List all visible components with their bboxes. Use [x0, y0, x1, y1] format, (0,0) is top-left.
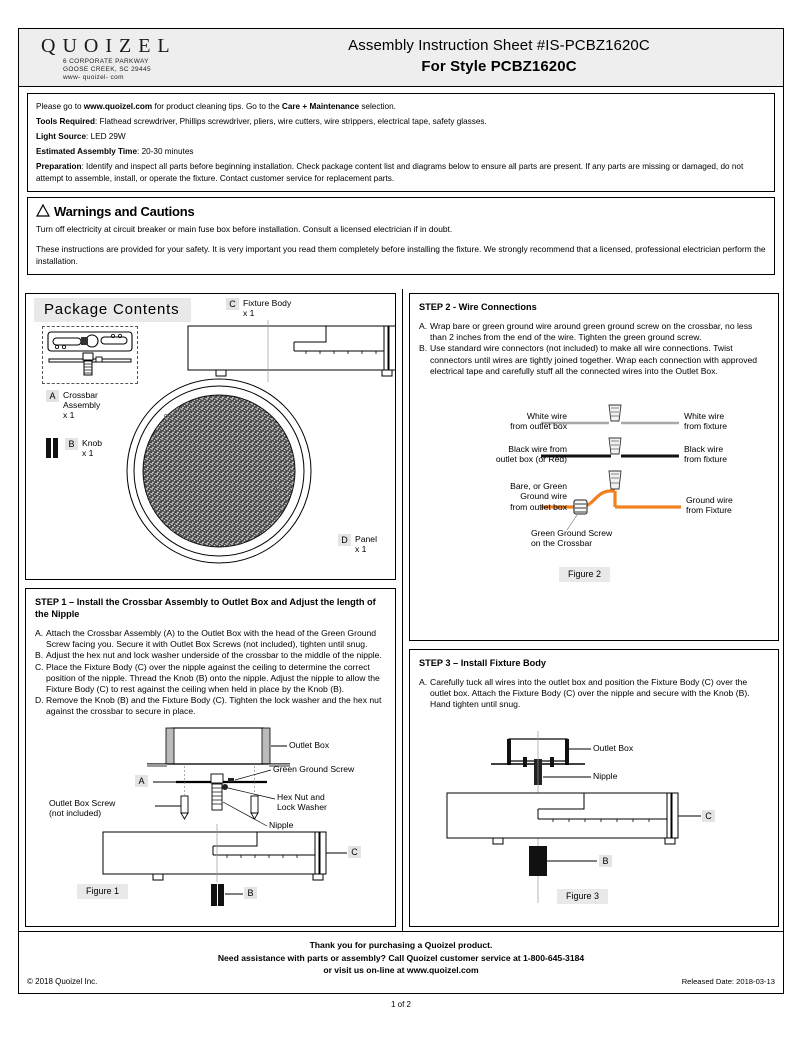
- tools-required-line: [36, 116, 766, 128]
- figure3-drawing: [419, 731, 769, 903]
- white-left-1: White wire: [526, 411, 567, 422]
- item-d-qty: x 1: [355, 544, 367, 555]
- item-chip-a: A: [46, 390, 59, 402]
- crossbar-thumbnail-box: [42, 326, 138, 384]
- item-chip-d: D: [338, 534, 351, 546]
- preparation-label: Preparation: [36, 162, 82, 172]
- figure1-label-nipple: Nipple: [269, 819, 294, 830]
- figure3-chip-c: C: [702, 810, 715, 822]
- hex-nut-line2: Lock Washer: [277, 802, 327, 813]
- obs-line1: Outlet Box Screw: [49, 797, 116, 808]
- step1-item-mark: D.: [35, 695, 44, 706]
- figure2-label-screw-note: [531, 528, 612, 549]
- step2-heading: STEP 2 - Wire Connections: [419, 302, 537, 312]
- item-b-text: [82, 438, 102, 458]
- green-ground-screw-icon: [574, 500, 587, 514]
- item-a-name2: Assembly: [63, 400, 101, 411]
- footer-copyright: © 2018 Quoizel Inc.: [27, 977, 98, 986]
- intro-block: [27, 93, 775, 192]
- right-column: [402, 289, 785, 931]
- package-item-a: [46, 390, 100, 421]
- package-contents-title: Package Contents: [34, 298, 191, 322]
- tools-required-value: : Flathead screwdriver, Phillips screwdriver, pliers, wire cutters, wire strippers, electrical tape, safety glasses.: [94, 117, 487, 127]
- figure1-label-outlet-box-screw: [49, 798, 115, 819]
- item-c-name: Fixture Body: [243, 298, 292, 308]
- step1-item-text: Place the Fixture Body (C) over the nipple against the ceiling to determine the correct position of the nipple. Thread the Knob (B) onto the nipple. Adjust the nipple to allow the Fixture Body (C) to rest against the ceiling when held in place by the Knob (B).: [46, 661, 380, 695]
- item-b-qty: x 1: [82, 448, 94, 459]
- footer-online: or visit us on-line at www.quoizel.com: [323, 965, 479, 975]
- step1-panel: [25, 588, 396, 927]
- figure1-chip-b: B: [244, 887, 257, 899]
- package-item-c: [226, 298, 291, 318]
- item-b-name: Knob: [82, 438, 103, 448]
- item-chip-b: B: [65, 438, 78, 450]
- ground-left-2: Ground wire: [520, 491, 567, 502]
- figure3-label-outlet-box: Outlet Box: [593, 742, 634, 753]
- white-right-1: White wire: [684, 411, 725, 422]
- light-source-value: : LED 29W: [86, 132, 126, 142]
- ground-right-2: from Fixture: [686, 505, 732, 516]
- preparation-line: [36, 161, 766, 184]
- page-number: 1 of 2: [390, 1000, 411, 1009]
- step2-item-text: Use standard wire connectors (not included) to make all wire connections. Twist connectors until wires are tightly joined together. Wrap each connection with approved electrical tape and carefully stuff all the connected wires into the Outlet Box.: [430, 343, 758, 376]
- item-a-text: [63, 390, 100, 421]
- step1-item-mark: C.: [35, 661, 44, 672]
- page-subtitle: For Style PCBZ1620C: [421, 58, 577, 75]
- brand-name: QUOIZEL: [41, 35, 177, 57]
- item-a-name: Crossbar: [63, 390, 98, 400]
- preparation-value: : Identify and inspect all parts before beginning installation. Check package content list and diagrams below to ensure all parts are present. If any parts are missing or damaged, do not attempt to assemble, install, or operate the fixture. Contact customer service for replacement parts.: [36, 162, 744, 183]
- footer-released-date: Released Date: 2018-03-13: [681, 977, 775, 986]
- figure2-label-white-left: [457, 411, 567, 432]
- assembly-time-label: Estimated Assembly Time: [36, 147, 138, 157]
- step1-item: [35, 695, 386, 717]
- address-line-3: www- quoizel- com: [63, 74, 124, 82]
- step3-item-text: Carefully tuck all wires into the outlet box and position the Fixture Body (C) over the outlet box. Attach the Fixture Body (C) over the nipple and secure with the Knob (B). Hand tighten until snug.: [430, 677, 750, 710]
- warning-triangle-icon: [36, 204, 50, 217]
- obs-line2: (not included): [49, 808, 102, 819]
- quoizel-url: www.quoizel.com: [83, 102, 153, 111]
- item-d-text: [355, 534, 377, 554]
- page-footer: [19, 931, 783, 993]
- wire-connector-icon: [609, 405, 621, 421]
- step2-item-text: Wrap bare or green ground wire around green ground screw on the crossbar, no less than 2 inches from the end of the wire. Tighten the green ground screw.: [430, 321, 753, 343]
- footer-center-text: [19, 932, 783, 977]
- step2-panel: [409, 293, 779, 641]
- screw-note-2: on the Crossbar: [531, 538, 593, 549]
- figure2-label-ground-right: [686, 495, 733, 516]
- step3-list: [419, 677, 769, 711]
- figure3-area: [419, 731, 769, 911]
- black-left-2: outlet box (or Red): [495, 454, 567, 465]
- step1-item-text: Attach the Crossbar Assembly (A) to the Outlet Box with the head of the Green Ground Screw facing you. Secure it with Outlet Box Screws (not included), tighten until snug.: [46, 628, 377, 650]
- hex-nut-line1: Hex Nut and: [277, 791, 325, 802]
- knob-icon: [46, 438, 59, 458]
- step2-item-mark: B.: [419, 343, 428, 354]
- item-a-qty: x 1: [63, 410, 75, 421]
- care-maintenance-link: Care + Maintenance: [281, 102, 360, 111]
- figure1-caption: Figure 1: [77, 884, 128, 899]
- step2-list: [419, 321, 769, 377]
- figure2-area: [419, 399, 769, 599]
- white-right-2: from fixture: [684, 421, 727, 432]
- figure3-label-nipple: Nipple: [593, 770, 618, 781]
- figure1-label-hex-nut: [277, 792, 327, 813]
- figure1-label-outlet-box: Outlet Box: [289, 739, 330, 750]
- main-content-grid: [19, 289, 783, 931]
- black-right-2: from fixture: [684, 454, 727, 465]
- ground-left-1: Bare, or Green: [510, 481, 567, 492]
- footer-assistance: Need assistance with parts or assembly? Call Quoizel customer service at 1-800-645-3184: [217, 952, 585, 963]
- warning-paragraph-2: These instructions are provided for your safety. It is very important you read them completely before installing the fixture. We strongly recommend that a licensed, professional electrician perform the installation.: [36, 244, 766, 266]
- black-left-1: Black wire from: [508, 444, 567, 455]
- step2-item: [419, 343, 769, 377]
- address-line-1: 6 CORPORATE PARKWAY: [63, 58, 149, 65]
- figure3-chip-b: B: [599, 855, 612, 867]
- intro-text-e: selection.: [359, 102, 396, 111]
- address-line-2: GOOSE CREEK, SC 29445: [63, 66, 151, 74]
- item-c-qty: x 1: [243, 308, 255, 319]
- white-left-2: from outlet box: [510, 421, 567, 432]
- package-contents-panel: [25, 293, 396, 580]
- warning-paragraph-1: Turn off electricity at circuit breaker or main fuse box before installation. Consult a licensed electrician if in doubt.: [36, 223, 453, 234]
- figure2-label-black-left: [439, 444, 567, 465]
- step1-heading: STEP 1 – Install the Crossbar Assembly to Outlet Box and Adjust the length of the Nipple: [35, 597, 376, 619]
- light-source-line: [36, 131, 766, 143]
- light-source-label: Light Source: [36, 132, 87, 142]
- ground-left-3: from outlet box: [510, 501, 567, 512]
- wire-connector-icon: [609, 438, 621, 454]
- step3-panel: [409, 649, 779, 927]
- ground-right-1: Ground wire: [686, 495, 733, 506]
- crossbar-assembly-icon: [43, 327, 137, 383]
- sheet-frame: [18, 28, 784, 994]
- figure2-label-black-right: [684, 444, 727, 465]
- footer-thanks: Thank you for purchasing a Quoizel product.: [309, 940, 493, 950]
- wire-connector-icon: [609, 471, 621, 489]
- step1-item-text: Remove the Knob (B) and the Fixture Body (C). Tighten the lock washer and the hex nut against the crossbar to secure in place.: [46, 695, 382, 717]
- item-c-text: [243, 298, 291, 318]
- package-item-d: [338, 534, 377, 554]
- item-d-name: Panel: [355, 534, 377, 544]
- page-title: Assembly Instruction Sheet #IS-PCBZ1620C: [348, 37, 650, 54]
- figure1-chip-c: C: [348, 846, 361, 858]
- step3-heading: STEP 3 – Install Fixture Body: [419, 658, 546, 668]
- step1-item: [35, 628, 386, 650]
- item-chip-c: C: [226, 298, 239, 310]
- step1-list: [35, 628, 386, 718]
- figure2-label-ground-left: [449, 481, 567, 512]
- figure1-label-green-ground-screw: Green Ground Screw: [273, 763, 355, 774]
- step1-item-mark: A.: [35, 628, 44, 638]
- warnings-title: Warnings and Cautions: [54, 203, 195, 219]
- step2-item-mark: A.: [419, 321, 428, 331]
- step1-item-mark: B.: [35, 650, 44, 661]
- fixture-body-drawing: [186, 320, 396, 382]
- step1-item-text: Adjust the hex nut and lock washer underside of the crossbar to the middle of the nipple.: [46, 650, 382, 661]
- page-header: [19, 29, 783, 87]
- package-item-b: [46, 438, 102, 458]
- step1-item: [35, 650, 386, 661]
- panel-drawing: [126, 378, 312, 564]
- figure2-label-white-right: [684, 411, 727, 432]
- assembly-time-value: : 20-30 minutes: [137, 147, 194, 157]
- step3-item: [419, 677, 769, 711]
- figure1-area: [35, 724, 386, 910]
- figure1-chip-a: A: [135, 775, 148, 787]
- step3-item-mark: A.: [419, 677, 428, 687]
- intro-text-c: for product cleaning tips. Go to the: [152, 102, 282, 111]
- assembly-time-line: [36, 146, 766, 158]
- warnings-block: [27, 197, 775, 276]
- step2-item: [419, 321, 769, 343]
- cleaning-tips-line: [36, 101, 766, 113]
- screw-note-1: Green Ground Screw: [531, 528, 613, 539]
- intro-text-a: Please go to: [36, 102, 84, 111]
- warnings-title-row: [36, 204, 766, 219]
- figure2-caption: Figure 2: [559, 567, 610, 582]
- figure3-caption: Figure 3: [557, 889, 608, 904]
- tools-required-label: Tools Required: [36, 117, 95, 127]
- black-right-1: Black wire: [684, 444, 724, 455]
- step1-item: [35, 662, 386, 696]
- left-column: [19, 289, 402, 931]
